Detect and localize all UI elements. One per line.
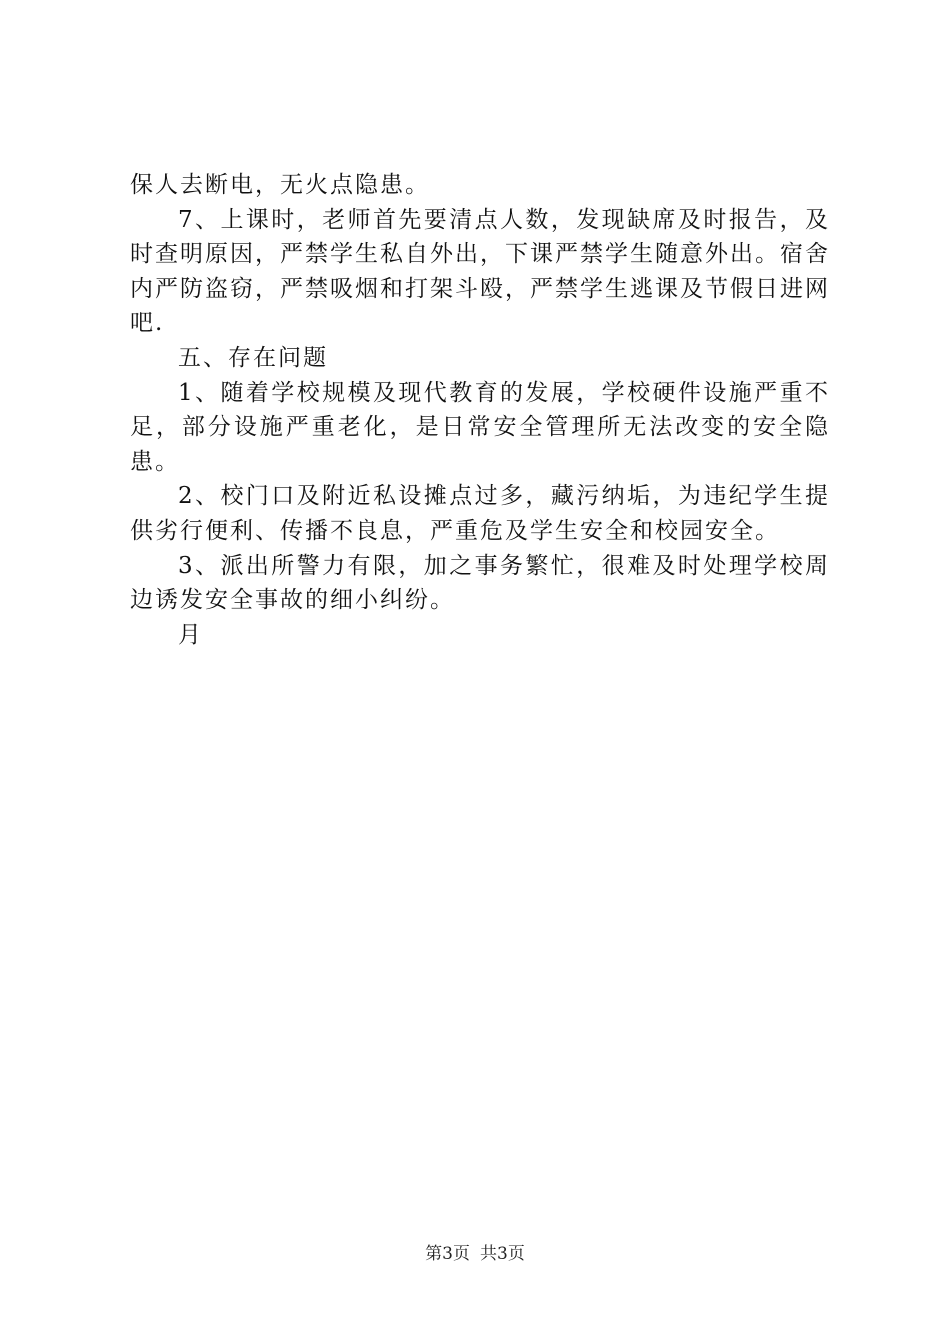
paragraph-continuation: 保人去断电，无火点隐患。 — [130, 172, 430, 198]
paragraph-item-7: 7、上课时，老师首先要清点人数，发现缺席及时报告，及时查明原因，严禁学生私自外出，下课严禁学生随意外出。宿舍内严防盗窃，严禁吸烟和打架斗殴，严禁学生逃课及节假日进网吧. — [130, 206, 830, 337]
paragraph-problem-3: 3、派出所警力有限，加之事务繁忙，很难及时处理学校周边诱发安全事故的细小纠纷。 — [130, 552, 830, 614]
page-number-total: 共3页 — [480, 1244, 525, 1264]
document-body — [130, 168, 830, 652]
paragraph-problem-1: 1、随着学校规模及现代教育的发展，学校硬件设施严重不足，部分设施严重老化，是日常安全管理所无法改变的安全隐患。 — [130, 379, 830, 475]
paragraph-month: 月 — [178, 621, 203, 648]
page-footer — [0, 1242, 950, 1266]
section-heading-problems: 五、存在问题 — [178, 344, 328, 371]
paragraph-problem-2: 2、校门口及附近私设摊点过多，藏污纳垢，为违纪学生提供劣行便利、传播不良息，严重危及学生安全和校园安全。 — [130, 483, 830, 544]
page-number-current: 第3页 — [425, 1244, 470, 1264]
